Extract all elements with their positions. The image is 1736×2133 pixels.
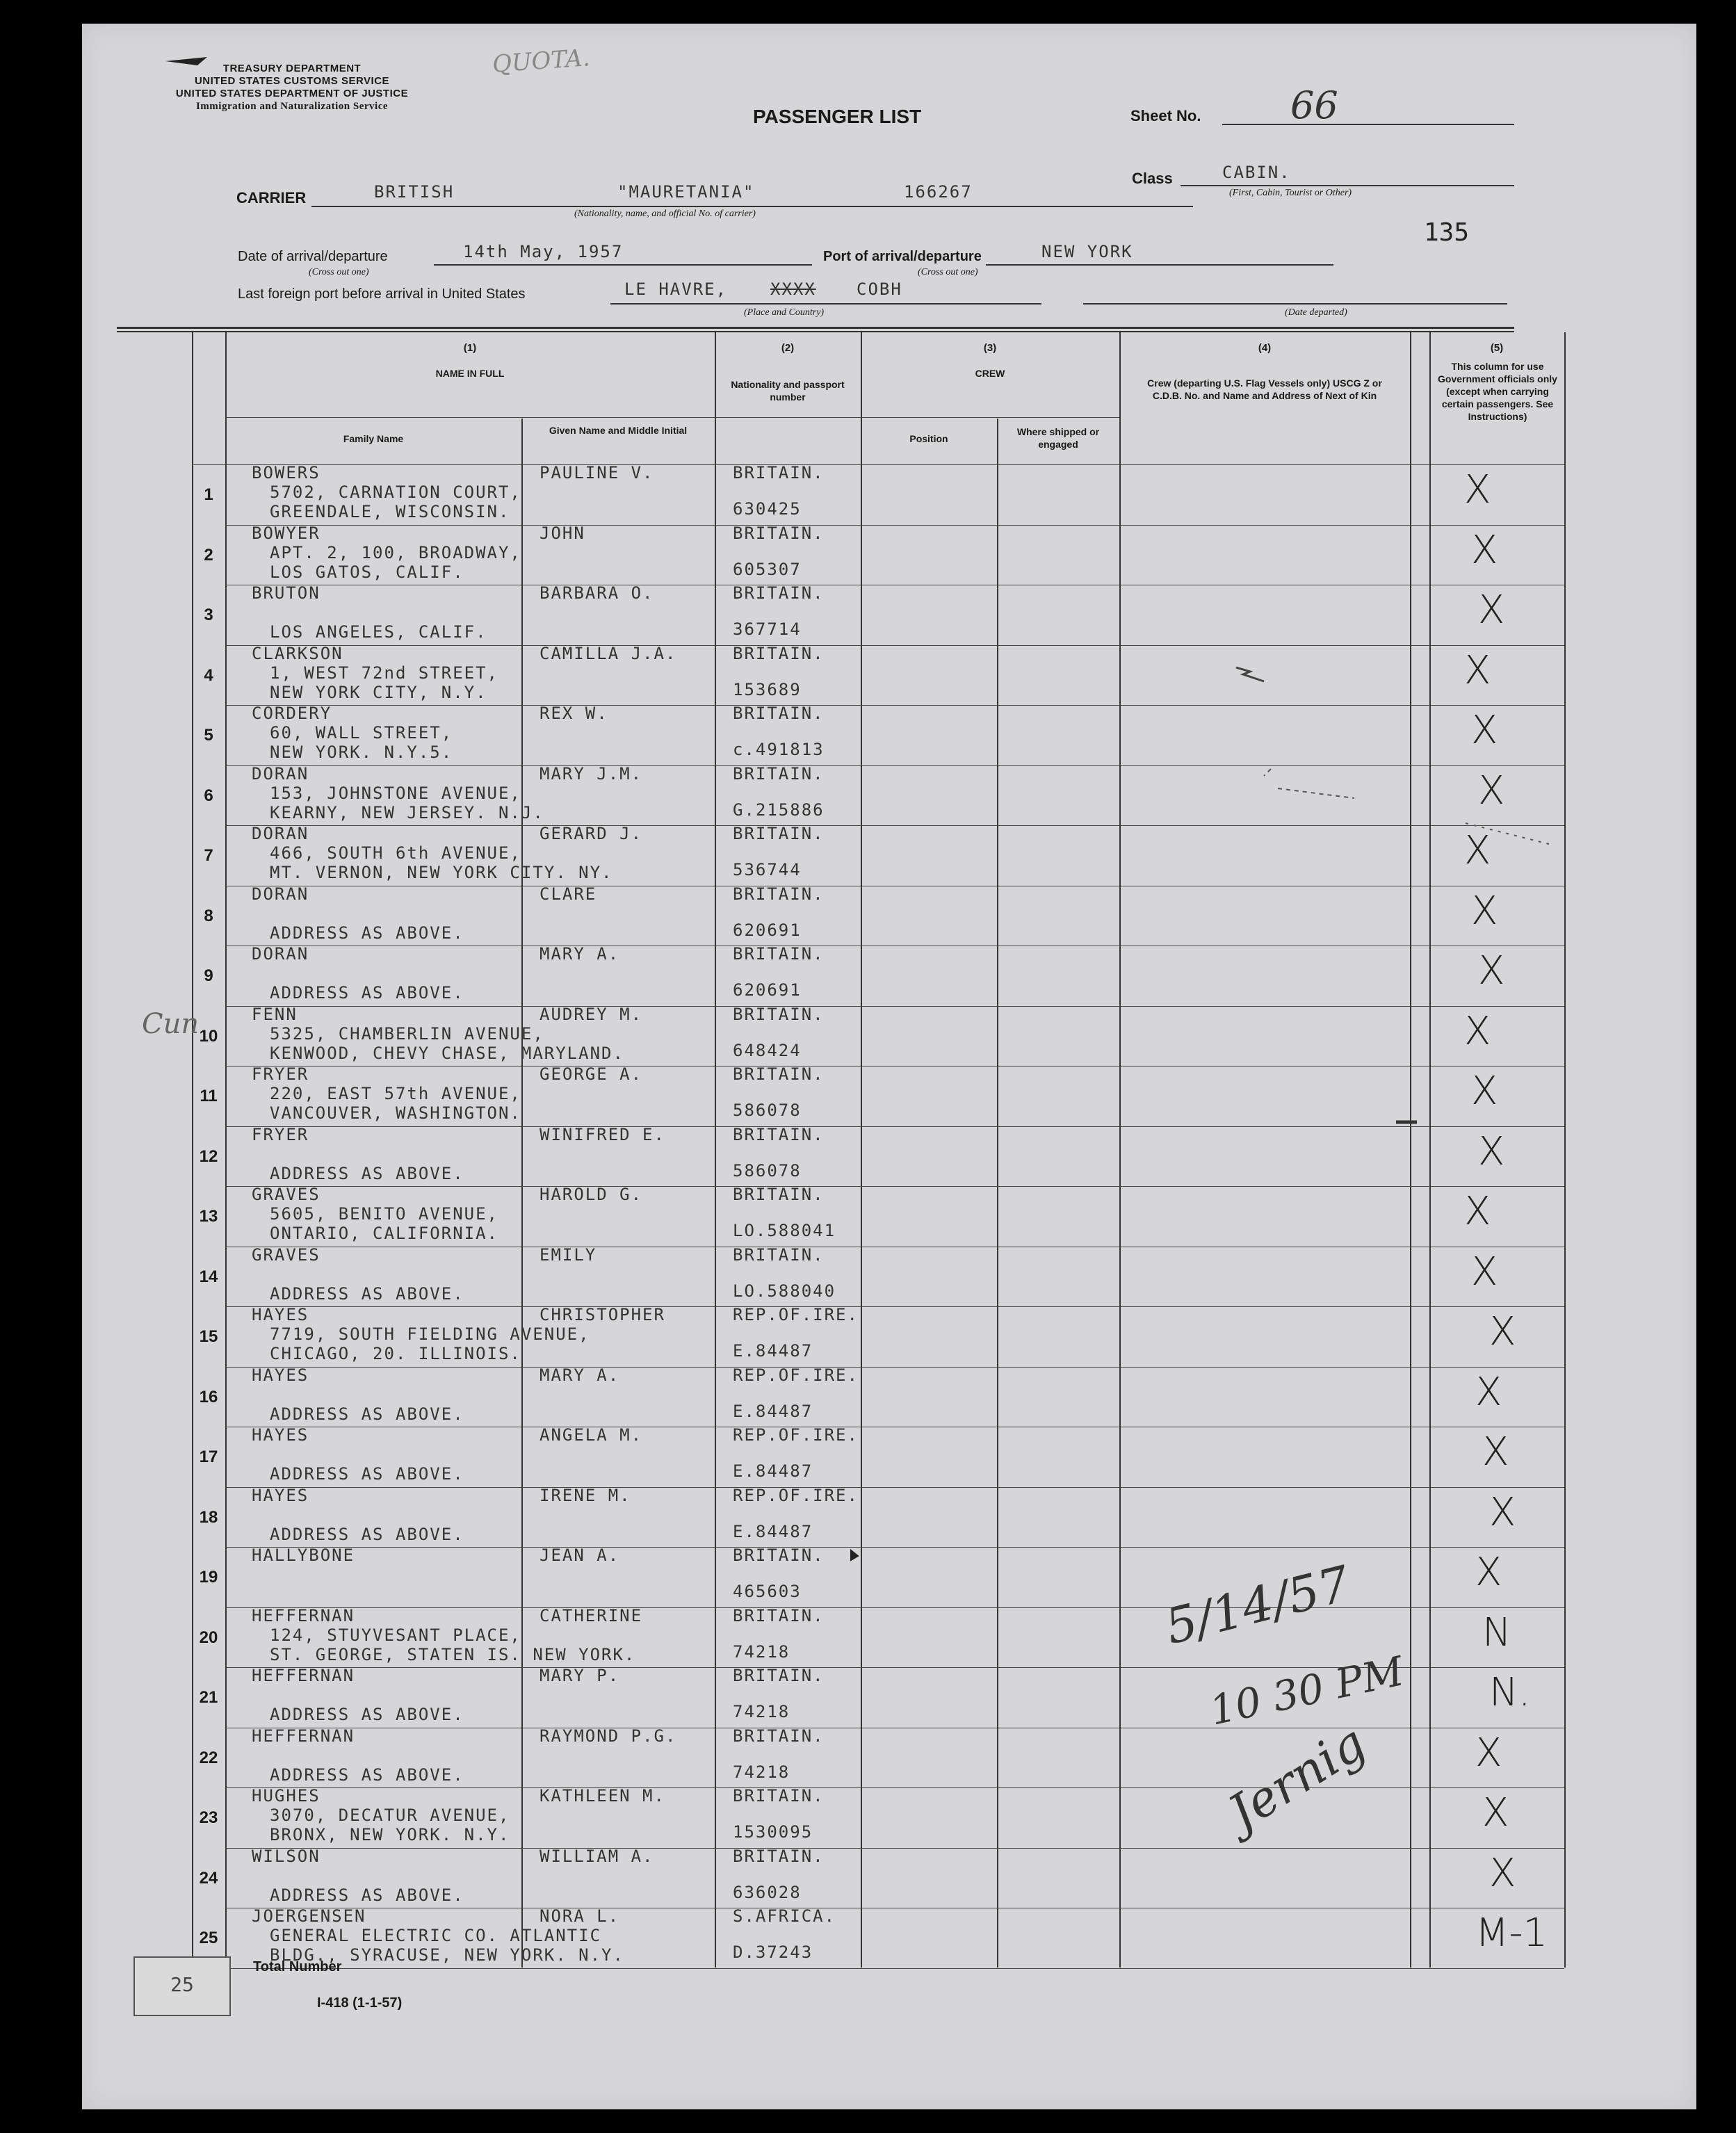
port-caption: (Cross out one)	[918, 267, 978, 277]
address-line-2: KEARNY, NEW JERSEY. N.J.	[270, 802, 544, 822]
passport-number: 620691	[733, 980, 802, 1000]
nationality: BRITAIN.	[733, 1726, 825, 1746]
nationality: BRITAIN.	[733, 1244, 825, 1265]
row-number: 13	[199, 1207, 218, 1226]
address-line-1: 124, STUYVESANT PLACE,	[270, 1625, 521, 1645]
passport-number: c.491813	[733, 740, 825, 759]
family-name: HUGHES	[252, 1786, 321, 1806]
address-line-2: BRONX, NEW YORK. N.Y.	[270, 1825, 510, 1844]
given-name: REX W.	[540, 704, 608, 723]
given-name: JOHN	[540, 523, 585, 543]
carrier-label: CARRIER	[236, 189, 307, 206]
family-name: GRAVES	[252, 1185, 321, 1204]
page-count: 135	[1424, 218, 1470, 247]
carrier-name: "MAURETANIA"	[617, 182, 755, 202]
agency-line: UNITED STATES CUSTOMS SERVICE	[194, 75, 390, 87]
passport-number: LO.588040	[733, 1281, 836, 1301]
nationality: BRITAIN.	[733, 1124, 825, 1144]
given-name: CAMILLA J.A.	[540, 643, 677, 663]
nationality: BRITAIN.	[733, 1605, 825, 1625]
given-name: MARY A.	[540, 944, 620, 964]
last-port-label: Last foreign port before arrival in United States	[238, 286, 526, 302]
class-label: Class	[1132, 170, 1173, 187]
row-number: 11	[200, 1087, 218, 1105]
quota-note: QUOTA.	[491, 44, 591, 79]
family-name: WILSON	[252, 1846, 321, 1866]
nationality: BRITAIN.	[733, 884, 825, 904]
date-departed-caption: (Date departed)	[1285, 307, 1347, 318]
stray-mark	[1466, 823, 1549, 844]
nationality: BRITAIN.	[733, 643, 825, 663]
given-name: AUDREY M.	[540, 1004, 643, 1024]
stray-marks	[82, 24, 1696, 2109]
official-mark: X	[1489, 1850, 1516, 1896]
row-number: 17	[199, 1447, 218, 1466]
row-number: 9	[204, 966, 213, 985]
class-caption: (First, Cabin, Tourist or Other)	[1229, 188, 1352, 198]
family-name: DORAN	[252, 763, 309, 784]
official-mark: X	[1471, 1069, 1498, 1114]
official-mark: X	[1475, 1369, 1502, 1415]
stray-mark	[165, 57, 207, 65]
passport-number: 74218	[733, 1702, 790, 1721]
total-value: 25	[170, 1973, 194, 1996]
agency-line: Immigration and Naturalization Service	[195, 101, 389, 112]
address-line-1: 5605, BENITO AVENUE,	[270, 1204, 498, 1224]
official-mark: X	[1464, 1189, 1491, 1234]
family-name: GRAVES	[252, 1244, 321, 1265]
address-line-2: KENWOOD, CHEVY CHASE, MARYLAND.	[270, 1043, 624, 1063]
row-number: 2	[204, 545, 213, 565]
official-mark: X	[1475, 1550, 1502, 1595]
col1b-heading: Given Name and Middle Initial	[549, 425, 688, 436]
col1a-heading: Family Name	[343, 433, 404, 444]
row-number: 22	[199, 1748, 218, 1767]
given-name: BARBARA O.	[540, 583, 654, 603]
family-name: JOERGENSEN	[252, 1906, 366, 1926]
passenger-list-sheet	[82, 24, 1696, 2109]
nationality: BRITAIN.	[733, 763, 825, 784]
passport-number: 620691	[733, 920, 802, 940]
port-label: Port of arrival/departure	[823, 249, 982, 264]
address-line-2: ONTARIO, CALIFORNIA.	[270, 1224, 498, 1243]
passport-number: 74218	[733, 1762, 790, 1782]
address-line-1: GENERAL ELECTRIC CO. ATLANTIC	[270, 1926, 602, 1945]
official-mark: X	[1471, 527, 1498, 573]
row-number: 19	[199, 1568, 218, 1587]
given-name: MARY P.	[540, 1666, 620, 1685]
row-number: 14	[199, 1267, 218, 1286]
given-name: KATHLEEN M.	[540, 1786, 665, 1806]
family-name: DORAN	[252, 824, 309, 843]
address-line-1: APT. 2, 100, BROADWAY,	[270, 542, 521, 562]
col1-title: NAME IN FULL	[435, 368, 505, 379]
carrier-number: 166267	[904, 182, 973, 202]
handwritten-time: 10 30 PM	[1206, 1647, 1408, 1735]
agency-line: TREASURY DEPARTMENT	[222, 63, 362, 74]
address-line-2: ST. GEORGE, STATEN IS. NEW YORK.	[270, 1644, 636, 1664]
nationality: S.AFRICA.	[733, 1906, 836, 1926]
address-line-2: NEW YORK. N.Y.5.	[270, 743, 453, 762]
given-name: IRENE M.	[540, 1485, 631, 1505]
official-mark: X	[1471, 888, 1498, 934]
nationality: BRITAIN.	[733, 1004, 825, 1024]
row-number: 5	[204, 726, 213, 745]
date-value: 14th May, 1957	[463, 242, 624, 261]
row-number: 10	[199, 1026, 218, 1046]
nationality: REP.OF.IRE.	[733, 1305, 859, 1324]
family-name: HEFFERNAN	[252, 1726, 355, 1746]
address-line-2: ADDRESS AS ABOVE.	[270, 983, 464, 1003]
stray-mark	[851, 1550, 858, 1560]
nationality: BRITAIN.	[733, 944, 825, 964]
passport-number: E.84487	[733, 1461, 813, 1481]
page-title: PASSENGER LIST	[753, 106, 922, 127]
family-name: BOWYER	[252, 523, 321, 543]
given-name: NORA L.	[540, 1906, 620, 1926]
last-port-value-2: COBH	[857, 279, 902, 299]
address-line-2: ADDRESS AS ABOVE.	[270, 1765, 464, 1785]
address-line-2: ADDRESS AS ABOVE.	[270, 1163, 464, 1183]
given-name: GEORGE A.	[540, 1064, 643, 1084]
sheet-number: 66	[1290, 83, 1338, 127]
passport-number: E.84487	[733, 1341, 813, 1361]
passport-number: 630425	[733, 499, 802, 519]
row-number: 16	[199, 1387, 218, 1406]
form-number: I-418 (1-1-57)	[317, 1995, 403, 2011]
col3a-heading: Position	[909, 433, 948, 444]
handwritten-signature: Jernig	[1218, 1714, 1376, 1842]
nationality: BRITAIN.	[733, 1064, 825, 1084]
handwritten-date: 5/14/57	[1160, 1555, 1356, 1656]
date-caption: (Cross out one)	[309, 267, 369, 277]
passport-number: 74218	[733, 1641, 790, 1662]
official-mark: X	[1464, 1008, 1491, 1054]
passport-number: LO.588041	[733, 1221, 836, 1240]
given-name: ANGELA M.	[540, 1425, 643, 1445]
last-port-struck: XXXX	[770, 279, 816, 299]
family-name: HAYES	[252, 1425, 309, 1445]
official-mark: X	[1475, 1730, 1502, 1776]
row-number: 24	[199, 1868, 218, 1888]
stray-mark	[1236, 667, 1264, 681]
col3-number: (3)	[983, 342, 997, 354]
given-name: RAYMOND P.G.	[540, 1726, 677, 1746]
family-name: HAYES	[252, 1485, 309, 1505]
passport-number: 586078	[733, 1101, 802, 1120]
family-name: HALLYBONE	[252, 1546, 355, 1565]
family-name: HEFFERNAN	[252, 1605, 355, 1625]
address-line-2: VANCOUVER, WASHINGTON.	[270, 1103, 521, 1123]
passport-number: 648424	[733, 1040, 802, 1060]
address-line-1: 5702, CARNATION COURT,	[270, 482, 521, 502]
address-line-2: NEW YORK CITY, N.Y.	[270, 682, 487, 702]
official-mark: X	[1478, 948, 1505, 993]
passport-number: E.84487	[733, 1401, 813, 1421]
family-name: CLARKSON	[252, 643, 343, 663]
family-name: HAYES	[252, 1365, 309, 1385]
official-mark: X	[1478, 1128, 1505, 1174]
family-name: DORAN	[252, 884, 309, 904]
official-mark: X	[1478, 587, 1505, 633]
row-number: 25	[199, 1929, 218, 1947]
sheet-label: Sheet No.	[1130, 107, 1201, 124]
row-number: 8	[204, 906, 213, 925]
nationality: BRITAIN.	[733, 583, 825, 603]
agency-line: UNITED STATES DEPARTMENT OF JUSTICE	[175, 88, 409, 99]
passport-number: 153689	[733, 679, 802, 699]
address-line-1: 1, WEST 72nd STREET,	[270, 663, 498, 683]
given-name: CHRISTOPHER	[540, 1305, 665, 1324]
nationality: BRITAIN.	[733, 1666, 825, 1685]
total-label: Total Number	[253, 1959, 342, 1974]
col3-title: CREW	[975, 368, 1005, 379]
family-name: BRUTON	[252, 583, 321, 603]
given-name: WILLIAM A.	[540, 1846, 654, 1866]
nationality: BRITAIN.	[733, 1786, 825, 1806]
row-number: 6	[204, 786, 213, 805]
row-number: 4	[204, 665, 213, 685]
row-number: 18	[199, 1507, 218, 1527]
port-value: NEW YORK	[1041, 242, 1133, 261]
address-line-2: ADDRESS AS ABOVE.	[270, 1464, 464, 1484]
passport-number: G.215886	[733, 800, 825, 820]
passport-number: E.84487	[733, 1521, 813, 1541]
stray-mark	[1264, 769, 1354, 798]
nationality: BRITAIN.	[733, 1546, 825, 1565]
row-number: 1	[204, 485, 213, 504]
passport-number: 1530095	[733, 1822, 813, 1842]
family-name: BOWERS	[252, 463, 321, 482]
col2-number: (2)	[781, 342, 795, 354]
given-name: MARY A.	[540, 1365, 620, 1385]
last-port-value: LE HAVRE,	[624, 279, 728, 299]
nationality: REP.OF.IRE.	[733, 1425, 859, 1445]
address-line-2: BLDG., SYRACUSE, NEW YORK. N.Y.	[270, 1945, 624, 1965]
official-mark: N	[1482, 1609, 1511, 1655]
given-name: HAROLD G.	[540, 1185, 643, 1204]
given-name: CLARE	[540, 884, 597, 904]
nationality: BRITAIN.	[733, 463, 825, 482]
address-line-1: 7719, SOUTH FIELDING AVENUE,	[270, 1324, 590, 1344]
given-name: EMILY	[540, 1244, 597, 1265]
address-line-1: 5325, CHAMBERLIN AVENUE,	[270, 1023, 544, 1044]
official-mark: X	[1489, 1309, 1516, 1354]
nationality: BRITAIN.	[733, 1185, 825, 1204]
margin-note: Cun	[142, 1008, 200, 1040]
row-number: 7	[204, 846, 213, 865]
address-line-1: 60, WALL STREET,	[270, 723, 453, 743]
given-name: MARY J.M.	[540, 763, 643, 784]
given-name: CATHERINE	[540, 1605, 643, 1625]
given-name: JEAN A.	[540, 1546, 620, 1565]
nationality: REP.OF.IRE.	[733, 1365, 859, 1385]
family-name: HAYES	[252, 1305, 309, 1324]
family-name: CORDERY	[252, 704, 332, 723]
family-name: FRYER	[252, 1064, 309, 1084]
official-mark: X	[1482, 1429, 1509, 1475]
address-line-2: LOS GATOS, CALIF.	[270, 562, 464, 582]
class-value: CABIN.	[1222, 163, 1291, 182]
passport-number: D.37243	[733, 1943, 813, 1962]
address-line-2: ADDRESS AS ABOVE.	[270, 1885, 464, 1905]
official-mark: M-1	[1475, 1911, 1548, 1956]
nationality: BRITAIN.	[733, 824, 825, 843]
date-label: Date of arrival/departure	[238, 249, 388, 264]
col5-number: (5)	[1490, 342, 1504, 354]
official-mark: X	[1471, 708, 1498, 753]
address-line-1: 466, SOUTH 6th AVENUE,	[270, 843, 521, 863]
official-mark: X	[1464, 467, 1491, 512]
col1-number: (1)	[463, 342, 477, 354]
passport-number: 367714	[733, 619, 802, 639]
passport-number: 586078	[733, 1160, 802, 1181]
address-line-2: LOS ANGELES, CALIF.	[270, 622, 487, 642]
carrier-nationality: BRITISH	[374, 182, 455, 202]
total-box	[133, 1956, 231, 2016]
col3b-heading: Where shipped or engaged	[1016, 426, 1100, 450]
address-line-2: ADDRESS AS ABOVE.	[270, 1705, 464, 1724]
address-line-2: ADDRESS AS ABOVE.	[270, 923, 464, 943]
given-name: PAULINE V.	[540, 463, 654, 482]
passport-number: 536744	[733, 860, 802, 879]
address-line-2: ADDRESS AS ABOVE.	[270, 1283, 464, 1304]
family-name: FENN	[252, 1004, 298, 1024]
given-name: GERARD J.	[540, 824, 643, 843]
address-line-1: 153, JOHNSTONE AVENUE,	[270, 783, 521, 803]
address-line-2: ADDRESS AS ABOVE.	[270, 1524, 464, 1544]
given-name: WINIFRED E.	[540, 1124, 665, 1144]
address-line-2: GREENDALE, WISCONSIN.	[270, 502, 510, 521]
family-name: HEFFERNAN	[252, 1666, 355, 1685]
family-name: FRYER	[252, 1124, 309, 1144]
nationality: BRITAIN.	[733, 523, 825, 543]
col5-title: This column for use Government officials only (except when carrying certain passengers. See Instructions)	[1438, 361, 1557, 422]
address-line-2: ADDRESS AS ABOVE.	[270, 1404, 464, 1424]
official-mark: X	[1489, 1489, 1516, 1535]
official-mark: X	[1482, 1790, 1509, 1835]
row-number: 12	[199, 1146, 218, 1166]
nationality: REP.OF.IRE.	[733, 1485, 859, 1505]
place-caption: (Place and Country)	[744, 307, 825, 318]
row-number: 20	[199, 1628, 218, 1647]
row-number: 15	[199, 1327, 218, 1346]
passport-number: 465603	[733, 1582, 802, 1601]
official-mark: X	[1464, 828, 1491, 873]
passport-number: 636028	[733, 1882, 802, 1902]
row-number: 21	[199, 1688, 218, 1707]
official-mark: X	[1464, 647, 1491, 693]
address-line-1: 3070, DECATUR AVENUE,	[270, 1806, 510, 1825]
address-line-2: MT. VERNON, NEW YORK CITY. NY.	[270, 863, 613, 882]
official-mark: X	[1471, 1249, 1498, 1295]
col4-number: (4)	[1258, 342, 1272, 354]
nationality: BRITAIN.	[733, 1846, 825, 1866]
passport-number: 605307	[733, 559, 802, 579]
row-number: 3	[204, 606, 213, 624]
official-mark: X	[1478, 768, 1505, 813]
address-line-2: CHICAGO, 20. ILLINOIS.	[270, 1344, 521, 1363]
col2-title: Nationality and passport number	[731, 379, 845, 403]
official-mark: N.	[1489, 1670, 1531, 1715]
row-number: 23	[199, 1808, 218, 1827]
carrier-caption: (Nationality, name, and official No. of carrier)	[574, 209, 756, 219]
nationality: BRITAIN.	[733, 704, 825, 723]
family-name: DORAN	[252, 944, 309, 964]
col4-title: Crew (departing U.S. Flag Vessels only) USCG Z or C.D.B. No. and Name and Address of Next of Kin	[1147, 378, 1382, 401]
address-line-1: 220, EAST 57th AVENUE,	[270, 1084, 521, 1103]
